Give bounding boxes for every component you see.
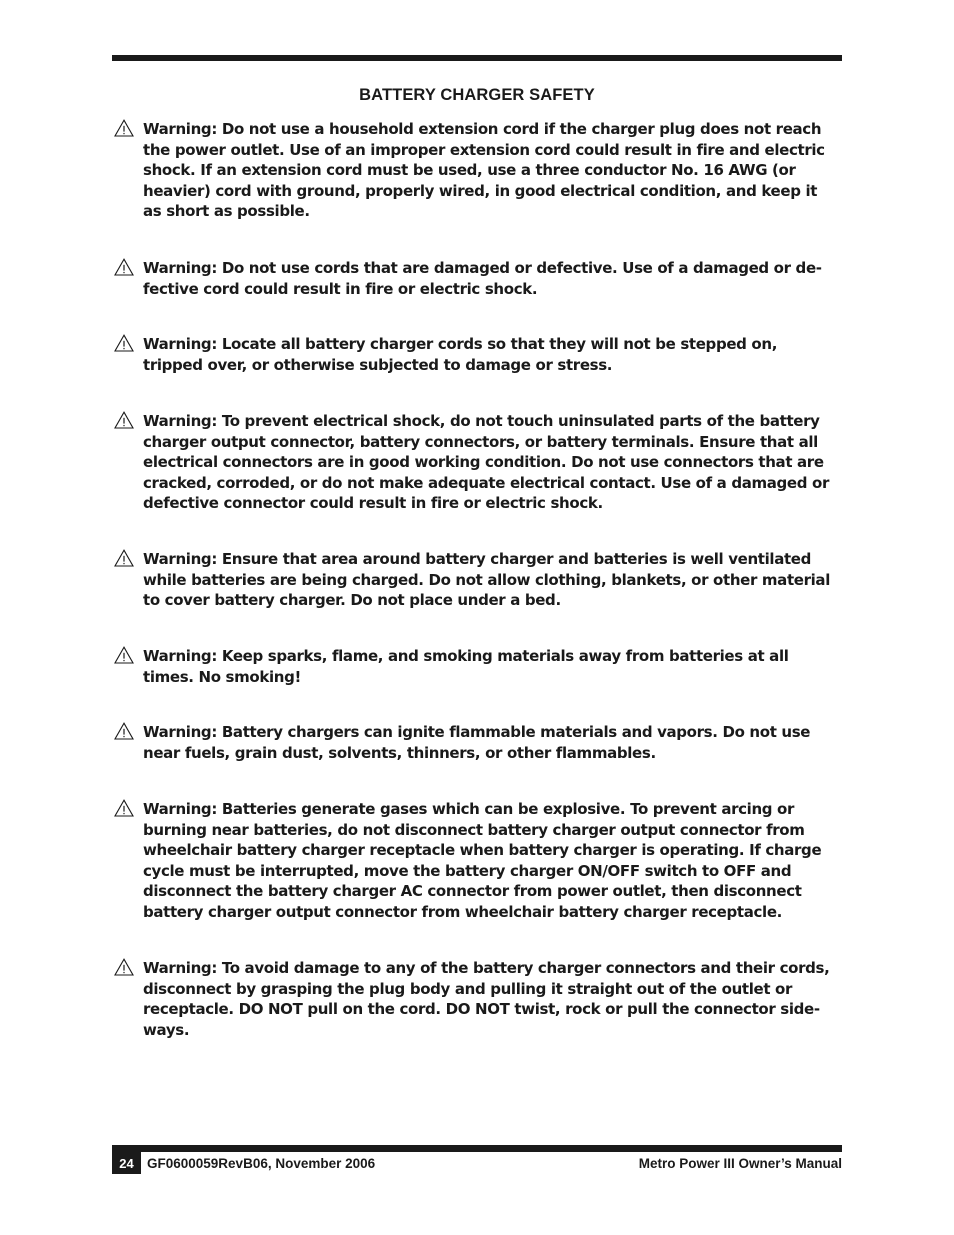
warning-text: Warning: Battery chargers can ignite flammable materials and vapors. Do not use near fuels, grain dust, solvents, thinners, or other flammables. [143, 723, 811, 762]
warning-item [112, 722, 847, 763]
warning-text: Warning: Do not use cords that are damaged or defective. Use of a damaged or de- fective cord could result in fire or electric shock. [143, 259, 822, 298]
warning-text: Warning: Batteries generate gases which can be explosive. To prevent arcing or burning near batteries, do not disconnect battery charger output connector from wheelchair battery charger receptacle when battery charger is operating. If charge cycle must be interrupted, move the battery charger ON/OFF switch to OFF and disconnect the battery charger AC connector from power outlet, then disconnect battery charger output connector from wheelchair battery charger receptacle. [143, 800, 822, 921]
warning-triangle-icon [114, 722, 134, 740]
warning-text: Warning: Do not use a household extension cord if the charger plug does not reach the power outlet. Use of an improper extension cord could result in fire and electric shock. If an extension cord must be used, use a three conductor No. 16 AWG (or heavier) cord with ground, properly wired, in good electrical condition, and keep it as short as possible. [143, 120, 825, 221]
warning-text: Warning: To avoid damage to any of the battery charger connectors and their cords, disconnect by grasping the plug body and pulling it straight out of the outlet or receptacle. DO NOT pull on the cord. DO NOT twist, rock or pull the connector side- ways. [143, 959, 830, 1039]
warning-triangle-icon [114, 549, 134, 567]
warning-text: Warning: Locate all battery charger cords so that they will not be stepped on, tripped over, or otherwise subjected to damage or stress. [143, 335, 778, 374]
warning-item [112, 958, 847, 1040]
warning-triangle-icon [114, 646, 134, 664]
top-rule [112, 55, 842, 61]
footer-manual-title: Metro Power III Owner’s Manual [638, 1156, 842, 1171]
warning-item [112, 119, 847, 222]
warning-item [112, 334, 847, 375]
warning-item [112, 411, 847, 514]
warning-item [112, 258, 847, 299]
warning-item [112, 549, 847, 611]
warning-text: Warning: Keep sparks, flame, and smoking materials away from batteries at all times. No smoking! [143, 647, 789, 686]
warning-triangle-icon [114, 119, 134, 137]
section-title: BATTERY CHARGER SAFETY [359, 86, 595, 104]
warning-item [112, 646, 847, 687]
warning-triangle-icon [114, 411, 134, 429]
warning-triangle-icon [114, 958, 134, 976]
warning-text: Warning: To prevent electrical shock, do not touch uninsulated parts of the battery charger output connector, battery connectors, or battery terminals. Ensure that all electrical connectors are in good working condition. Do not use connectors that are cracked, corroded, or do not make adequate electrical contact. Use of a damaged or defective connector could result in fire or electric shock. [143, 412, 829, 513]
page-number: 24 [112, 1152, 141, 1174]
warning-triangle-icon [114, 799, 134, 817]
bottom-rule [112, 1145, 842, 1152]
warning-text: Warning: Ensure that area around battery charger and batteries is well ventilated while batteries are being charged. Do not allow clothing, blankets, or other material to cover battery charger. Do not place under a bed. [143, 550, 830, 610]
warning-item [112, 799, 847, 923]
warning-triangle-icon [114, 258, 134, 276]
warning-triangle-icon [114, 334, 134, 352]
footer-document-id: GF0600059RevB06, November 2006 [147, 1156, 376, 1171]
